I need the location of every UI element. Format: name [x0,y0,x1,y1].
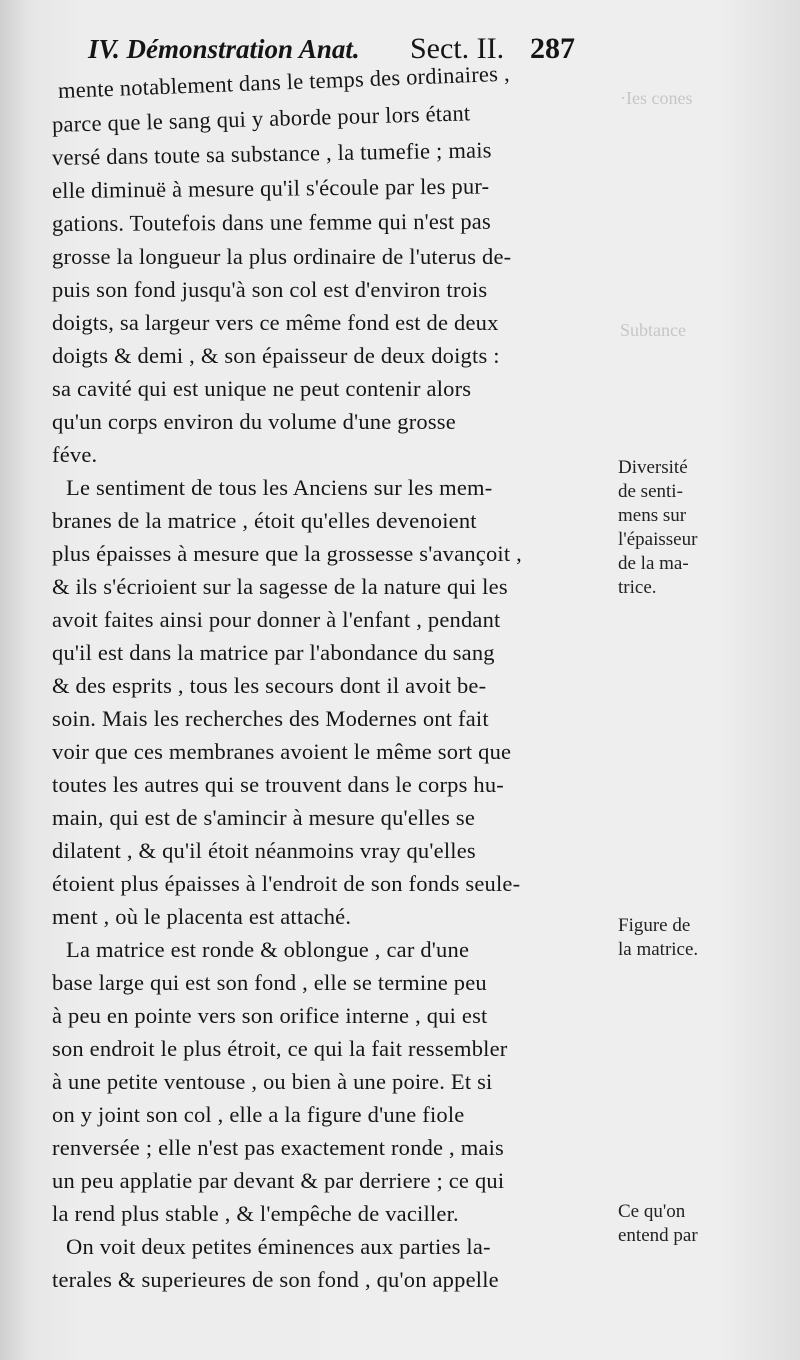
margin-note-line: Figure de [618,915,691,936]
margin-note [618,914,798,962]
text-line: soin. Mais les recherches des Modernes ont fait [52,706,489,731]
margin-note-line: la matrice. [618,939,699,960]
text-line: branes de la matrice , étoit qu'elles devenoient [52,508,477,533]
text-line: terales & superieures de son fond , qu'on appelle [52,1267,499,1292]
text-line: base large qui est son fond , elle se termine peu [52,970,487,995]
text-line: qu'un corps environ du volume d'une grosse [52,409,456,434]
text-line: doigts & demi , & son épaisseur de deux doigts : [52,343,500,368]
text-line: on y joint son col , elle a la figure d'une fiole [52,1102,465,1127]
text-line: sa cavité qui est unique ne peut contenir alors [52,376,472,401]
margin-note-line: Ce qu'on [618,1201,686,1222]
margin-note-line: mens sur [618,505,687,526]
text-line: mente notablement dans le temps des ordinaires , [57,60,511,103]
text-line: voir que ces membranes avoient le même sort que [52,739,512,764]
text-line: gations. Toutefois dans une femme qui n'est pas [51,208,491,236]
text-line: à une petite ventouse , ou bien à une poire. Et si [52,1069,493,1094]
margin-note-line: l'épaisseur [618,529,698,550]
text-line: La matrice est ronde & oblongue , car d'une [66,937,470,962]
margin-note-line: de senti- [618,481,683,502]
text-line: On voit deux petites éminences aux parties la- [66,1234,491,1259]
text-line: à peu en pointe vers son orifice interne , qui est [52,1003,488,1028]
margin-note-line: entend par [618,1225,698,1246]
text-line: renversée ; elle n'est pas exactement ronde , mais [52,1135,504,1160]
text-line: plus épaisses à mesure que la grossesse s'avançoit , [52,541,522,566]
text-line: un peu applatie par devant & par derriere ; ce qui [52,1168,505,1193]
running-title: IV. Démonstration Anat. [88,34,360,64]
text-line: la rend plus stable , & l'empêche de vaciller. [52,1201,459,1226]
text-line: avoit faites ainsi pour donner à l'enfant , pendant [52,607,501,632]
text-line: grosse la longueur la plus ordinaire de l'uterus de- [52,244,512,269]
text-line: ment , où le placenta est attaché. [52,904,352,929]
text-line: & des esprits , tous les secours dont il avoit be- [52,673,487,698]
margin-note-line: trice. [618,577,657,598]
text-line: elle diminuë à mesure qu'il s'écoule par les pur- [51,173,490,203]
page-number: 287 [530,32,575,65]
text-line: main, qui est de s'amincir à mesure qu'elles se [52,805,476,830]
text-line: parce que le sang qui y aborde pour lors étant [51,100,471,137]
text-line: puis son fond jusqu'à son col est d'environ trois [52,277,488,302]
text-line: doigts, sa largeur vers ce même fond est de deux [52,310,499,335]
text-line: étoient plus épaisses à l'endroit de son fonds seule- [52,871,521,896]
text-line: dilatent , & qu'il étoit néanmoins vray qu'elles [52,838,476,863]
show-through-text: ·Ies cones [620,88,693,108]
text-line: son endroit le plus étroit, ce qui la fait ressembler [52,1036,508,1061]
text-line: & ils s'écrioient sur la sagesse de la nature qui les [52,574,508,599]
margin-note-line: Diversité [618,457,688,478]
margin-note-line: de la ma- [618,553,689,574]
text-line: toutes les autres qui se trouvent dans le corps hu- [52,772,504,797]
text-line: versé dans toute sa substance , la tumefie ; mais [51,137,492,170]
text-line: qu'il est dans la matrice par l'abondance du sang [52,640,495,665]
margin-note [618,456,798,600]
margin-note [618,1200,798,1248]
show-through-text: Subtance [620,320,686,340]
text-line: Le sentiment de tous les Anciens sur les mem- [66,475,493,500]
section-reference: Sect. II. [410,32,505,65]
text-line: féve. [52,442,98,467]
